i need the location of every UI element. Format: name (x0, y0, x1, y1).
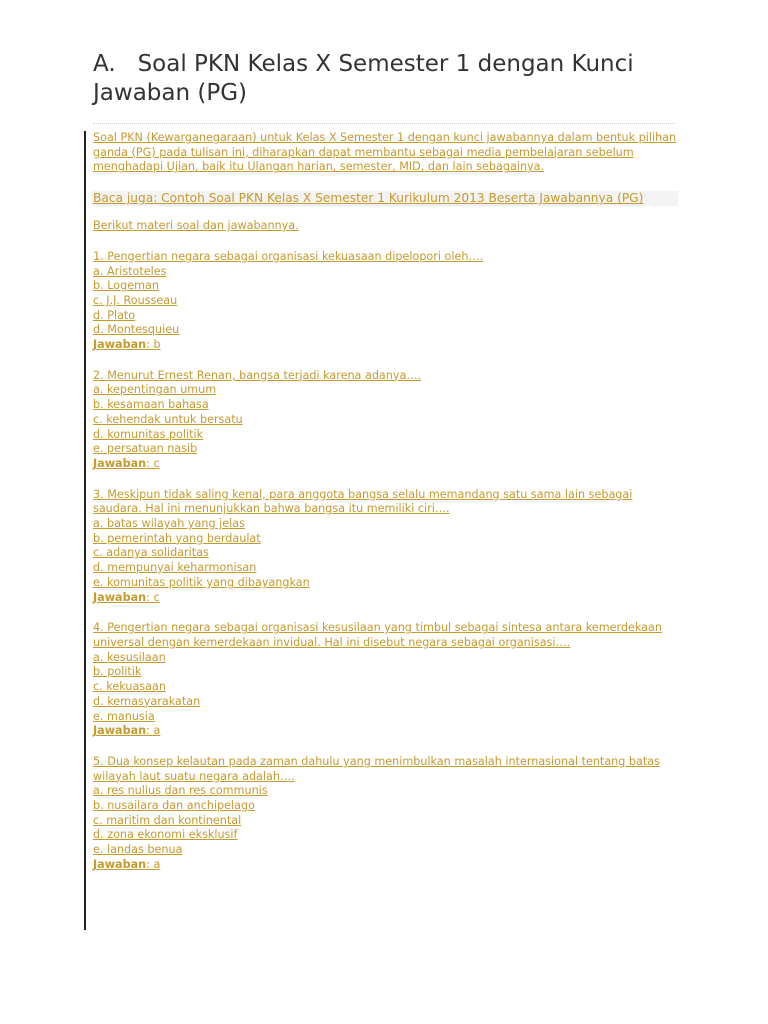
page-title (93, 50, 693, 108)
answer-option[interactable]: a. kesusilaan (93, 650, 166, 664)
answer-option[interactable]: b. pemerintah yang berdaulat (93, 531, 261, 545)
answer-key (93, 338, 678, 353)
heading-prefix: A. (93, 51, 116, 77)
question-text[interactable]: 5. Dua konsep kelautan pada zaman dahulu yang menimbulkan masalah internasional tentang batas wilayah laut suatu negara adalah…. (93, 754, 660, 783)
answer-option[interactable]: e. landas benua (93, 843, 183, 857)
quote-border (84, 131, 86, 930)
answer-key (93, 457, 678, 472)
answer-option[interactable]: c. kekuasaan (93, 680, 166, 694)
answer-value[interactable]: : a (146, 724, 161, 738)
answer-option[interactable]: a. batas wilayah yang jelas (93, 517, 245, 531)
answer-option[interactable]: a. res nulius dan res communis (93, 784, 268, 798)
question-text[interactable]: 3. Meskipun tidak saling kenal, para anggota bangsa selalu memandang satu sama lain sebagai saudara. Hal ini menunjukkan bahwa bangsa itu memiliki ciri…. (93, 487, 633, 516)
intro-link[interactable]: Soal PKN (Kewarganegaraan) untuk Kelas X Semester 1 dengan kunci jawabannya dalam bentuk pilihan ganda (PG) pada tulisan ini, diharapkan dapat membantu sebagai media pembelajaran sebelum menghadapi Ujian, baik itu Ulangan harian, semester, MID, dan lain sebagainya. (93, 131, 677, 174)
answer-option[interactable]: b. kesamaan bahasa (93, 398, 209, 412)
answer-option[interactable]: d. Montesquieu (93, 323, 180, 337)
answer-value[interactable]: : b (146, 338, 161, 352)
answer-option[interactable]: d. zona ekonomi eksklusif (93, 828, 238, 842)
answer-option[interactable]: c. adanya solidaritas (93, 546, 209, 560)
see-also-link[interactable]: Baca juga: Contoh Soal PKN Kelas X Semester 1 Kurikulum 2013 Beserta Jawabannya (PG) (93, 191, 644, 206)
answer-option[interactable]: d. Plato (93, 308, 136, 322)
answer-label[interactable]: Jawaban (93, 338, 147, 352)
see-also-box (91, 191, 678, 206)
answer-option[interactable]: d. kemasyarakatan (93, 694, 201, 708)
article-body (93, 131, 678, 873)
answer-label[interactable]: Jawaban (93, 590, 147, 604)
answer-option[interactable]: b. nusailara dan anchipelago (93, 799, 255, 813)
heading-title: Soal PKN Kelas X Semester 1 dengan Kunci Jawaban (PG) (93, 51, 634, 106)
answer-option[interactable]: e. manusia (93, 709, 155, 723)
question-list (93, 250, 678, 873)
answer-option[interactable]: b. Logeman (93, 279, 159, 293)
answer-label[interactable]: Jawaban (93, 857, 147, 871)
answer-key (93, 858, 678, 873)
answer-option[interactable]: c. J.J. Rousseau (93, 293, 178, 307)
question-3 (93, 488, 678, 606)
question-5 (93, 755, 678, 873)
answer-option[interactable]: b. politik (93, 665, 142, 679)
lead-text[interactable]: Berikut materi soal dan jawabannya. (93, 219, 299, 233)
answer-key (93, 724, 678, 739)
answer-option[interactable]: e. persatuan nasib (93, 442, 198, 456)
answer-key (93, 591, 678, 606)
answer-value[interactable]: : c (146, 456, 160, 470)
lead-line (93, 219, 678, 234)
answer-option[interactable]: d. mempunyai keharmonisan (93, 561, 257, 575)
answer-label[interactable]: Jawaban (93, 456, 147, 470)
answer-option[interactable]: c. maritim dan kontinental (93, 813, 242, 827)
answer-option[interactable]: a. kepentingan umum (93, 383, 217, 397)
answer-value[interactable]: : c (146, 590, 160, 604)
question-text[interactable]: 1. Pengertian negara sebagai organisasi kekuasaan dipelopori oleh…. (93, 249, 484, 263)
answer-value[interactable]: : a (146, 857, 161, 871)
question-text[interactable]: 2. Menurut Ernest Renan, bangsa terjadi karena adanya…. (93, 368, 422, 382)
answer-option[interactable]: c. kehendak untuk bersatu (93, 412, 243, 426)
question-2 (93, 369, 678, 472)
question-4 (93, 621, 678, 739)
title-divider (93, 123, 675, 124)
question-1 (93, 250, 678, 353)
answer-option[interactable]: d. komunitas politik (93, 427, 204, 441)
answer-label[interactable]: Jawaban (93, 724, 147, 738)
question-text[interactable]: 4. Pengertian negara sebagai organisasi kesusilaan yang timbul sebagai sintesa antara kemerdekaan universal dengan kemerdekaan invidual. Hal ini disebut negara sebagai organisasi…. (93, 621, 662, 649)
intro-paragraph[interactable] (93, 131, 678, 175)
answer-option[interactable]: e. komunitas politik yang dibayangkan (93, 575, 310, 589)
answer-option[interactable]: a. Aristoteles (93, 264, 167, 278)
